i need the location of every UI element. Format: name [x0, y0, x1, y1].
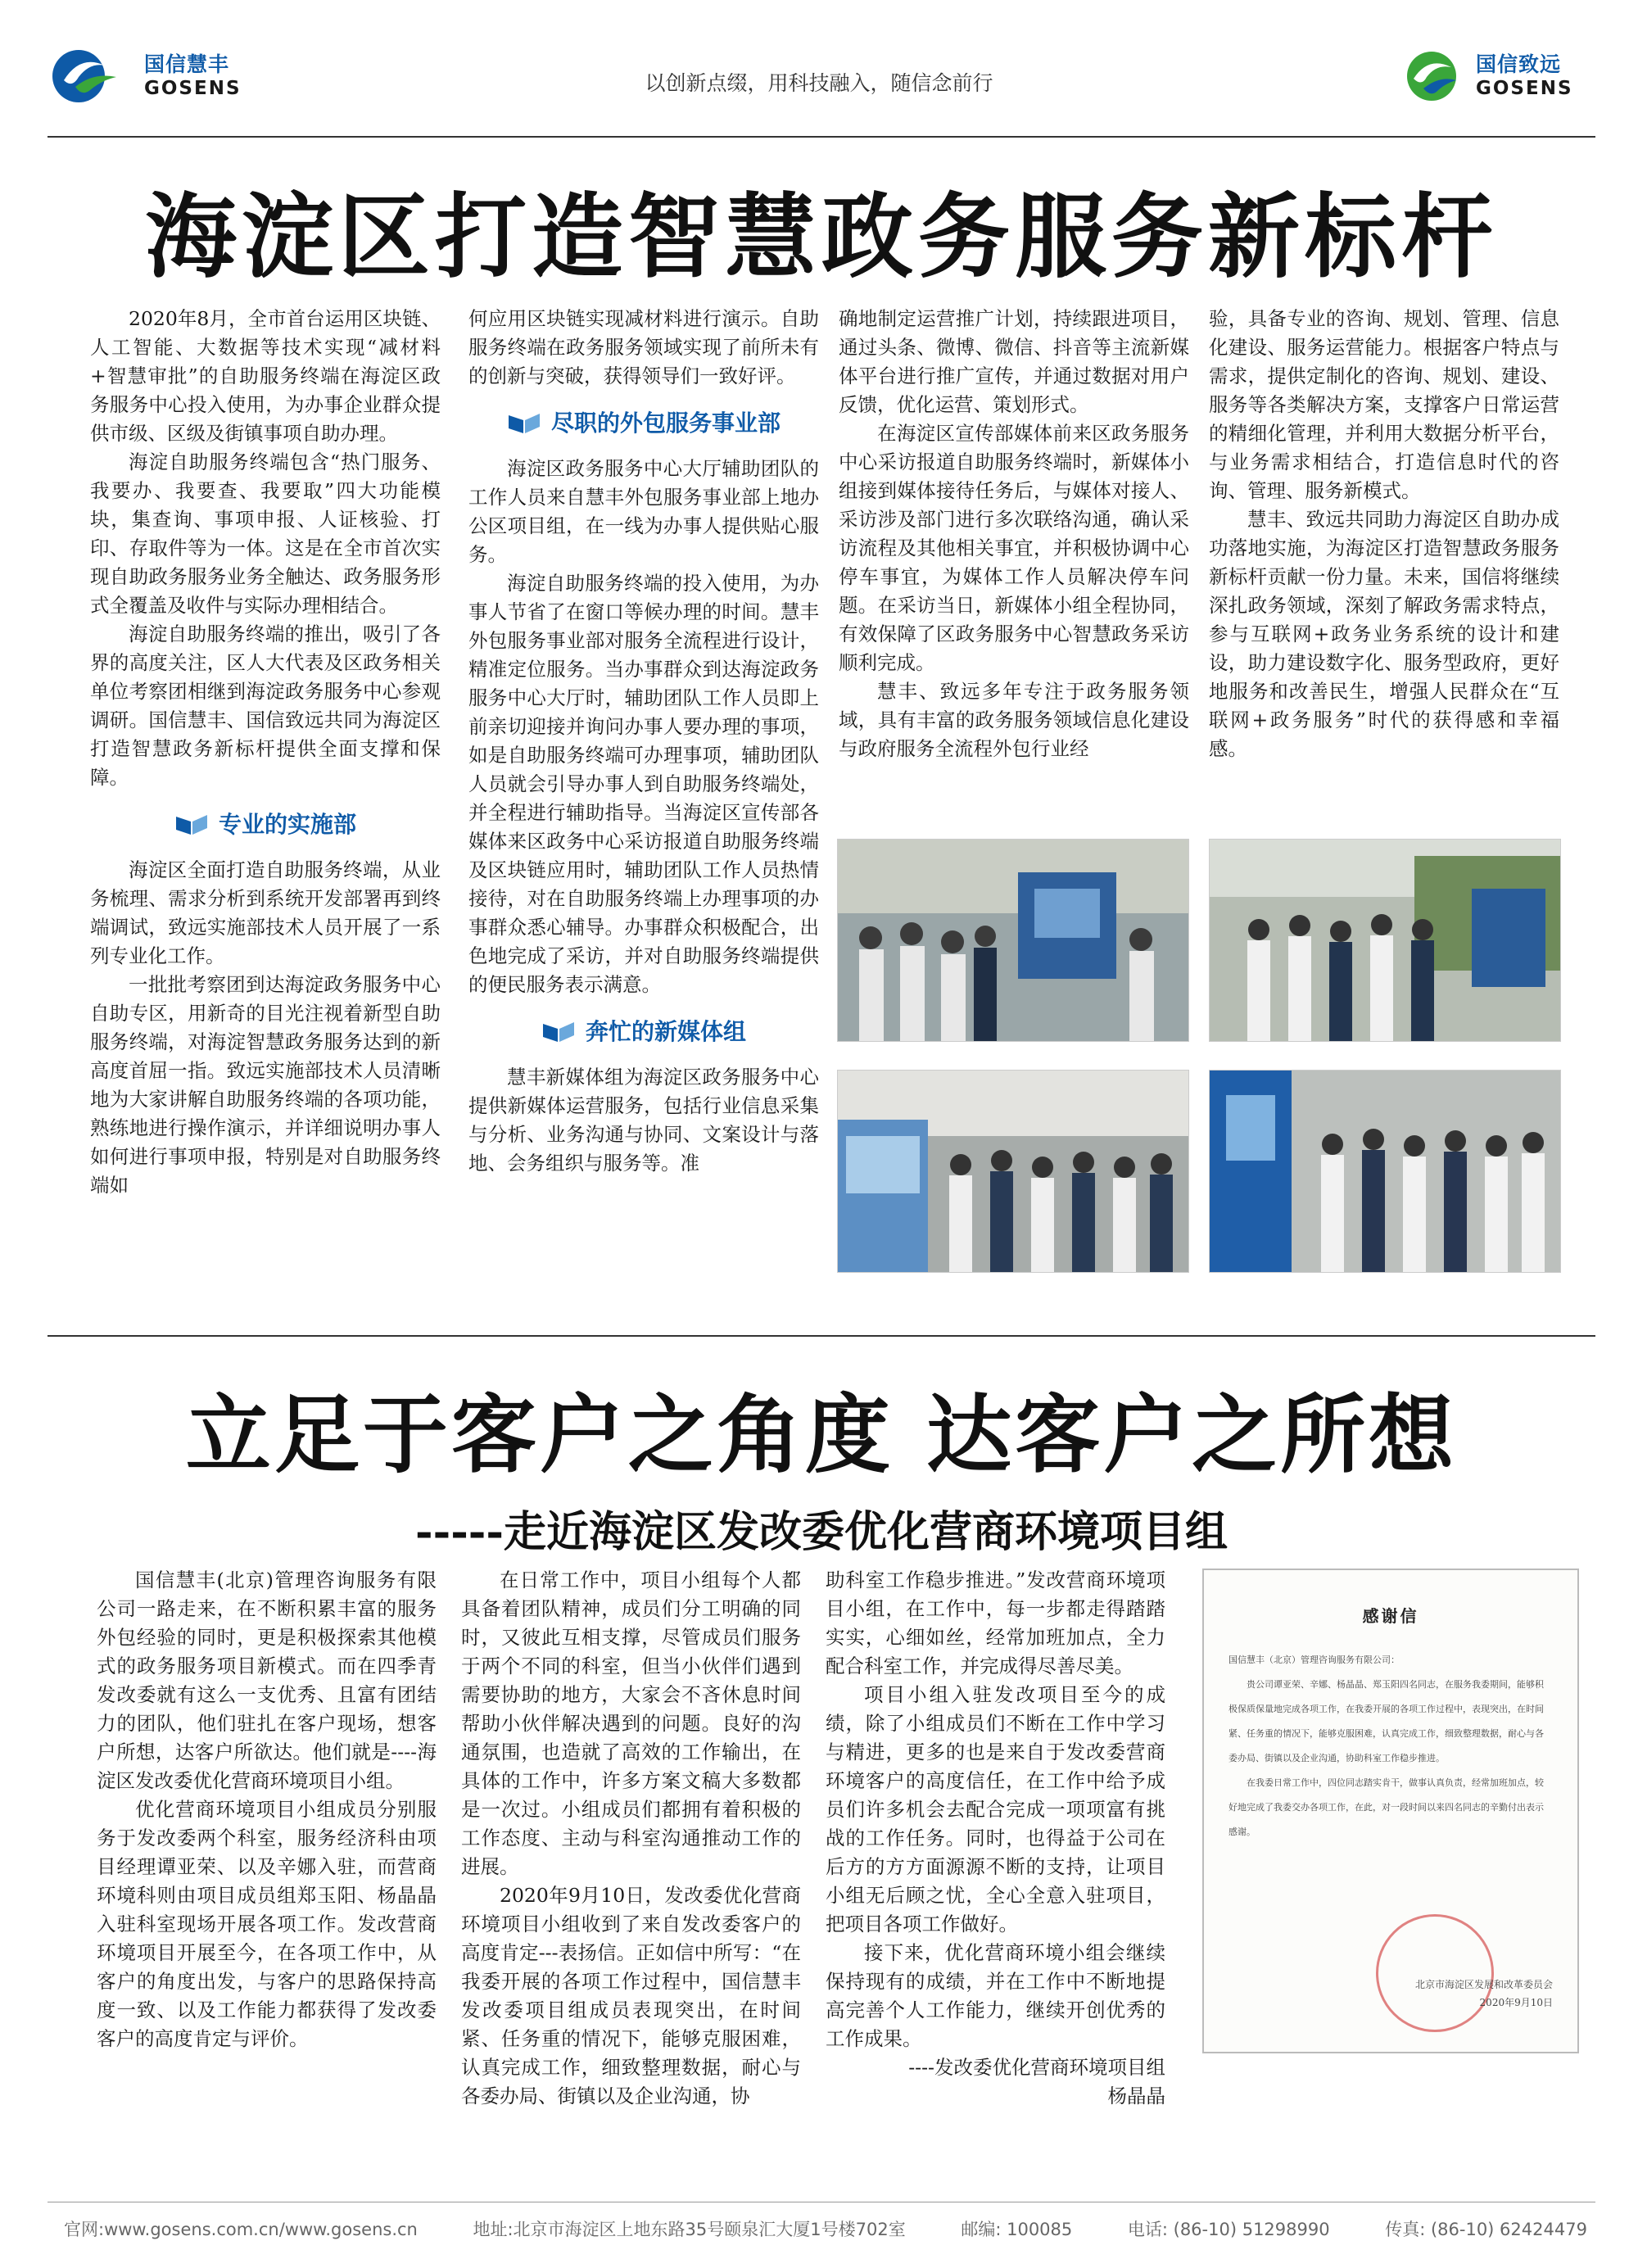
paragraph: 海淀自助服务终端包含“热门服务、我要办、我要查、我要取”四大功能模块，集查询、事项申报、人证核验、打印、存取件等为一体。这是在全市首次实现自助政务服务业务全触达、政务服务形式全覆盖及收件与实际办理相结合。 — [90, 450, 441, 617]
article1-column-2 — [468, 305, 819, 1178]
paragraph: 接下来，优化营商环境小组会继续保持现有的成绩，并在工作中不断地提高完善个人工作能力，继续开创优秀的工作成果。 — [826, 1941, 1165, 2050]
section-title: 专业的实施部 — [218, 810, 356, 838]
paragraph: 海淀自助服务终端的投入使用，为办事人节省了在窗口等候办理的时间。慧丰外包服务事业部对服务全流程进行设计，精准定位服务。当办事群众到达海淀政务服务中心大厅时，辅助团队工作人员即上前亲切迎接并询问办事人要办理的事项，如是自助服务终端可办理事项，辅助团队人员就会引导办事人到自助服务终端处，并全程进行辅助指导。当海淀区宣传部各媒体来区政务中心采访报道自助服务终端及区块链应用时，辅助团队工作人员热情接待，对在自助服务终端上办理事项的办事群众悉心辅导。办事群众积极配合，出色地完成了采访，并对自助服务终端提供的便民服务表示满意。 — [468, 572, 819, 996]
header-slogan: 以创新点缀，用科技融入，随信念前行 — [645, 71, 993, 95]
paragraph: 项目小组入驻发改项目至今的成绩，除了小组成员们不断在工作中学习与精进，更多的也是来自于发改委营商环境客户的高度信任，在工作中给予成员们许多机会去配合完成一项项富有挑战的工作任务。同时，也得益于公司在后方的方方面源源不断的支持，让项目小组无后顾之忧，全心全意入驻项目，把项目各项工作做好。 — [826, 1683, 1165, 1935]
letter-body — [1228, 1648, 1552, 1845]
article2-column-2 — [461, 1566, 801, 2111]
paragraph: 慧丰、致远多年专注于政务服务领域，具有丰富的政务服务领域信息化建设与政府服务全流程外包行业经 — [839, 680, 1189, 760]
left-logo-en: GOSENS — [144, 78, 242, 100]
paragraph: 2020年9月10日，发改委优化营商环境项目小组收到了来自发改委客户的高度肯定---表扬信。正如信中所写：“在我委开展的各项工作过程中，国信慧丰发改委项目组成员表现突出，在时间紧、任务重的情况下，能够克服困难，认真完成工作，细致整理数据，耐心与各委办局、街镇以及企业沟通，协 — [461, 1884, 801, 2107]
footer-address: 地址:北京市海淀区上地东路35号颐泉汇大厦1号楼702室 — [473, 2220, 906, 2239]
article2-column-3 — [826, 1566, 1165, 2111]
paragraph: 慧丰、致远共同助力海淀区自助办成功落地实施，为海淀区打造智慧政务服务新标杆贡献一份力量。未来，国信将继续深扎政务领域，深刻了解政务需求特点，参与互联网+政务业务系统的设计和建设，助力建设数字化、服务型政府，更好地服务和改善民生，增强人民群众在“互联网+政务服务”时代的获得感和幸福感。 — [1209, 508, 1559, 760]
letter-sign-org: 北京市海淀区发展和改革委员会 — [1414, 1979, 1553, 1990]
footer-website[interactable]: 官网:www.gosens.com.cn/www.gosens.cn — [64, 2220, 418, 2239]
photo-visit-3 — [837, 1070, 1189, 1273]
paragraph: 在日常工作中，项目小组每个人都具备着团队精神，成员们分工明确的同时，又彼此互相支撑，尽管成员们服务于两个不同的科室，但当小伙伴们遇到需要协助的地方，大家会不吝休息时间帮助小伙伴解决遇到的问题。良好的沟通氛围，也造就了高效的工作输出，在具体的工作中，许多方案文稿大多数都是一次过。小组成员们都拥有着积极的工作态度、主动与科室沟通推动工作的进展。 — [461, 1569, 801, 1878]
paragraph: 一批批考察团到达海淀政务服务中心自助专区，用新奇的目光注视着新型自助服务终端，对海淀智慧政务服务达到的新高度首屈一指。致远实施部技术人员清晰地为大家讲解自助服务终端的各项功能，熟练地进行操作演示，并详细说明办事人如何进行事项申报，特别是对自助服务终端如 — [90, 973, 441, 1197]
right-logo-en: GOSENS — [1476, 78, 1573, 100]
photo-visit-4 — [1209, 1070, 1561, 1273]
book-icon — [507, 410, 541, 435]
section-heading-outsourcing — [468, 405, 819, 440]
letter-title: 感谢信 — [1362, 1606, 1419, 1626]
signature-department: ----发改委优化营商环境项目组 — [908, 2056, 1165, 2079]
footer-fax: 传真: (86-10) 62424479 — [1385, 2220, 1587, 2239]
article1-column-3 — [839, 305, 1189, 763]
right-logo — [1399, 48, 1573, 105]
paragraph: 验，具备专业的咨询、规划、管理、信息化建设、服务运营能力。根据客户特点与需求，提供定制化的咨询、规划、建设、服务等各类解决方案，支撑客户日常运营的精细化管理，并利用大数据分析平台，与业务需求相结合，打造信息时代的咨询、管理、服务新模式。 — [1209, 307, 1559, 502]
paragraph: 2020年8月，全市首台运用区块链、人工智能、大数据等技术实现“减材料+智慧审批”的自助服务终端在海淀区政务服务中心投入使用，为办事企业群众提供市级、区级及街镇事项自助办理。 — [90, 307, 441, 445]
letter-signature — [1415, 1976, 1553, 2012]
header-rule — [48, 136, 1595, 138]
article1-title: 海淀区打造智慧政务服务新标杆 — [145, 183, 1498, 291]
article1-column-1 — [90, 305, 441, 1200]
photo-visit-2 — [1209, 839, 1561, 1042]
article2-subtitle: -----走近海淀区发改委优化营商环境项目组 — [415, 1507, 1228, 1557]
paragraph: 海淀区政务服务中心大厅辅助团队的工作人员来自慧丰外包服务事业部上地办公区项目组，在一线为办事人提供贴心服务。 — [468, 457, 819, 566]
section-divider — [48, 1335, 1595, 1337]
paragraph: 慧丰新媒体组为海淀区政务服务中心提供新媒体运营服务，包括行业信息采集与分析、业务沟通与协同、文案设计与落地、会务组织与服务等。准 — [468, 1066, 819, 1175]
letter-salutation: 国信慧丰（北京）管理咨询服务有限公司： — [1228, 1655, 1400, 1665]
section-title: 奔忙的新媒体组 — [585, 1017, 746, 1045]
article2-title: 立足于客户之角度 达客户之所想 — [185, 1384, 1458, 1485]
letter-sign-date: 2020年9月10日 — [1479, 1997, 1553, 2008]
article1-column-4 — [1209, 305, 1559, 763]
paragraph: 何应用区块链实现减材料进行演示。自助服务终端在政务服务领域实现了前所未有的创新与突破，获得领导们一致好评。 — [468, 307, 819, 387]
section-title: 尽职的外包服务事业部 — [550, 409, 781, 437]
paragraph: 海淀区全面打造自助服务终端，从业务梳理、需求分析到系统开发部署再到终端调试，致远实施部技术人员开展了一系列专业化工作。 — [90, 858, 441, 967]
article2-column-1 — [97, 1566, 437, 2053]
signature-name: 杨晶晶 — [1107, 2085, 1165, 2107]
paragraph: 国信慧丰(北京)管理咨询服务有限公司一路走来，在不断积累丰富的服务外包经验的同时，更是积极探索其他模式的政务服务项目新模式。而在四季青发改委就有这么一支优秀、且富有团结力的团队，他们驻扎在客户现场，想客户所想，达客户所欲达。他们就是----海淀区发改委优化营商环境项目小组。 — [97, 1569, 437, 1792]
photo-visit-1 — [837, 839, 1189, 1042]
book-icon — [174, 812, 209, 836]
right-logo-cn: 国信致远 — [1476, 52, 1562, 76]
paragraph: 确地制定运营推广计划，持续跟进项目，通过头条、微博、微信、抖音等主流新媒体平台进行推广宣传，并通过数据对用户反馈，优化运营、策划形式。 — [839, 307, 1189, 416]
official-seal-icon — [1376, 1914, 1494, 2032]
footer-phone: 电话: (86-10) 51298990 — [1127, 2220, 1330, 2239]
section-heading-new-media — [468, 1014, 819, 1048]
left-logo-cn: 国信慧丰 — [144, 52, 230, 76]
gosens-zhiyuan-logo-icon — [1399, 48, 1464, 105]
paragraph: 助科室工作稳步推进。”发改营商环境项目小组，在工作中，每一步都走得踏踏实实，心细如丝，经常加班加点，全力配合科室工作，并完成得尽善尽美。 — [826, 1569, 1165, 1677]
paragraph: 优化营商环境项目小组成员分别服务于发改委两个科室，服务经济科由项目经理谭亚荣、以及辛娜入驻，而营商环境科则由项目成员组郑玉阳、杨晶晶入驻科室现场开展各项工作。发改营商环境项目开展至今，在各项工作中，从客户的角度出发，与客户的思路保持高度一致、以及工作能力都获得了发改委客户的高度肯定与评价。 — [97, 1798, 437, 2050]
letter-paragraph: 贵公司谭亚荣、辛娜、杨晶晶、郑玉阳四名同志，在服务我委期间，能够积极保质保量地完成各项工作，在我委开展的各项工作过程中，表现突出，在时间紧、任务重的情况下，能够克服困难，认真完成工作，细致整理数据，耐心与各委办局、街镇以及企业沟通，协助科室工作稳步推进。 — [1228, 1679, 1544, 1763]
paragraph: 海淀自助服务终端的推出，吸引了各界的高度关注，区人大代表及区政务相关单位考察团相继到海淀政务服务中心参观调研。国信慧丰、国信致远共同为海淀区打造智慧政务新标杆提供全面支撑和保障。 — [90, 622, 441, 789]
footer — [64, 2216, 1587, 2241]
book-icon — [541, 1019, 576, 1043]
footer-postcode: 邮编: 100085 — [961, 2220, 1073, 2239]
letter-paragraph: 在我委日常工作中，四位同志踏实肯干，做事认真负责，经常加班加点，较好地完成了我委交办各项工作，在此，对一段时间以来四名同志的辛勤付出表示感谢。 — [1228, 1777, 1544, 1837]
thank-you-letter — [1202, 1569, 1579, 2053]
section-heading-implementation — [90, 807, 441, 841]
paragraph: 在海淀区宣传部媒体前来区政务服务中心采访报道自助服务终端时，新媒体小组接到媒体接待任务后，与媒体对接人、采访涉及部门进行多次联络沟通，确认采访流程及其他相关事宜，并积极协调中心停车事宜，为媒体工作人员解决停车问题。在采访当日，新媒体小组全程协同，有效保障了区政务服务中心智慧政务采访顺利完成。 — [839, 422, 1189, 674]
